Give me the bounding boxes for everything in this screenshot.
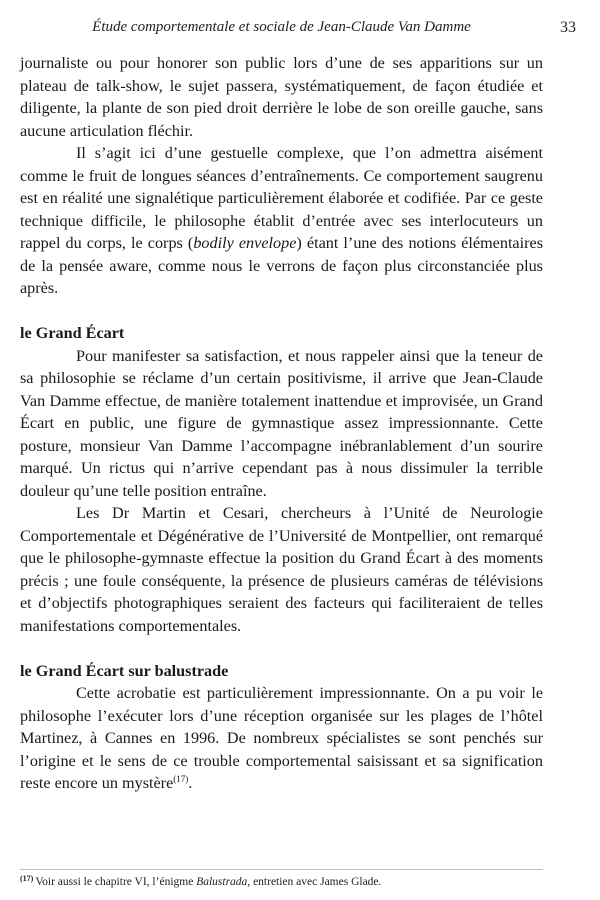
footnote-marker: (17)	[20, 874, 34, 883]
paragraph-acrobatie	[20, 682, 543, 795]
paragraph-satisfaction: Pour manifester sa satisfaction, et nous rappeler ainsi que la teneur de sa philosophie se réclame d’un certain positivisme, il arrive que Jean-Claude Van Damme effectue, de manière totalement inattendue et improvisée, un Grand Écart en public, une figure de gymnastique assez impressionnante. Cette posture, monsieur Van Damme l’accompagne inébranlablement d’un sourire marqué. Un rictus qui n’arrive cependant pas à nous dissimuler la terrible douleur qu’une telle position entraîne.	[20, 346, 543, 500]
section-heading-grand-ecart: le Grand Écart	[20, 324, 125, 342]
footnote-text: Voir aussi le chapitre VI, l’énigme	[35, 876, 197, 888]
paragraph-end: .	[188, 774, 193, 792]
page-number: 33	[560, 19, 576, 36]
section-heading-balustrade: le Grand Écart sur balustrade	[20, 661, 229, 680]
footnote-reference[interactable]: (17)	[173, 774, 189, 784]
paragraph-text: ) étant l’une des notions élémentaires de la pensée aware, comme nous le verrons de façon plus circonstanciée plus après.	[20, 234, 543, 297]
paragraph-gestuelle	[20, 142, 543, 300]
emphasis-bodily-envelope: bodily envelope	[193, 234, 297, 252]
body-text	[20, 52, 543, 795]
paragraph-continued: journaliste ou pour honorer son public lors d’une de ses apparitions sur un plateau de talk-show, le sujet passera, systématiquement, de façon étudiée et diligente, la plante de son pied droit derrière le lobe de son oreille gauche, sans aucune articulation fléchir.	[20, 54, 543, 140]
paragraph-text: Cette acrobatie est particulièrement impressionnante. On a pu voir le philosophe l’exécuter lors d’une réception organisée sur les plages de l’hôtel Martinez, à Cannes en 1996. De nombreux spécialistes se sont penchés sur l’origine et le sens de ce trouble comportemental saisissant et sa signification reste encore un mystère	[20, 684, 543, 792]
footnote-divider	[20, 869, 543, 870]
paragraph-text: Il s’agit ici d’une gestuelle complexe, que l’on admettra aisément comme le fruit de longues séances d’entraînements. Ce comportement saugrenu est en réalité une signalétique particulièrement élaborée et codifiée. Par ce geste technique difficile, le philosophe établit d’entrée avec ses interlocuteurs un rappel du corps, le corps (	[20, 144, 543, 252]
footnote-17	[20, 875, 580, 889]
footnote-emphasis-balustrada: Balustrada	[196, 876, 248, 888]
running-header-title: Étude comportementale et sociale de Jean-Claude Van Damme	[92, 19, 471, 35]
footnote-text-end: , entretien avec James Glade.	[247, 876, 382, 888]
paragraph-researchers: Les Dr Martin et Cesari, chercheurs à l’Unité de Neurologie Comportementale et Dégénérative de l’Université de Montpellier, ont remarqué que le philosophe-gymnaste effectue la position du Grand Écart à des moments précis ; une foule conséquente, la présence de plusieurs caméras de télévisions et d’objectifs photographiques seraient des facteurs qui faciliteraient de telles manifestations comportementales.	[20, 504, 543, 635]
